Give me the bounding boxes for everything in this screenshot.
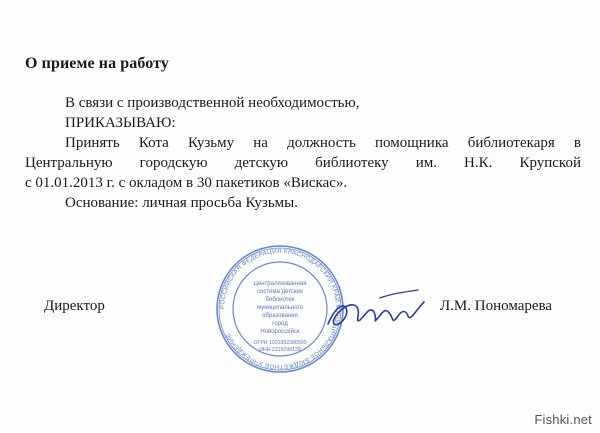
director-title: Директор bbox=[44, 298, 105, 314]
stamp-inner-line-4: муниципального bbox=[257, 305, 303, 311]
stamp-inn: ИНН 2315098139 bbox=[259, 347, 301, 353]
order-word: ПРИКАЗЫВАЮ: bbox=[65, 115, 176, 131]
stamp-ogrn: ОГРН 1022302386500 bbox=[253, 340, 307, 346]
order-line-3: с 01.01.2013 г. с окладом в 30 пакетиков «Вискас». bbox=[25, 175, 348, 191]
basis-line: Основание: личная просьба Кузьмы. bbox=[65, 195, 298, 211]
stamp-outer-text: РОССИЙСКАЯ ФЕДЕРАЦИЯ КРАСНОДАРСКИЙ КРАЙ МУНИЦИПАЛЬНОЕ БЮДЖЕТНОЕ УЧРЕЖДЕНИЕ bbox=[218, 247, 342, 371]
stamp-inner-line-6: город bbox=[272, 321, 288, 327]
order-line-1: Принять Кота Кузьму на должность помощника библиотекаря в bbox=[65, 135, 581, 151]
stamp-inner-line-1: Централизованная bbox=[253, 281, 307, 287]
document-heading: О приеме на работу bbox=[25, 55, 170, 72]
intro-line: В связи с производственной необходимостью, bbox=[65, 95, 360, 111]
site-watermark: Fishki.net bbox=[534, 412, 592, 427]
document-body bbox=[25, 93, 581, 213]
order-line-2: Центральную городскую детскую библиотеку им. Н.К. Крупской bbox=[25, 155, 581, 171]
stamp-inner-line-5: образования bbox=[262, 313, 298, 319]
stamp-inner-line-2: система детских bbox=[257, 289, 303, 295]
stamp-inner-line-3: библиотек bbox=[265, 297, 295, 303]
handwritten-signature bbox=[320, 280, 430, 340]
director-name: Л.М. Пономарева bbox=[440, 298, 553, 314]
stamp-inner-line-7: Новороссийск bbox=[260, 329, 300, 335]
